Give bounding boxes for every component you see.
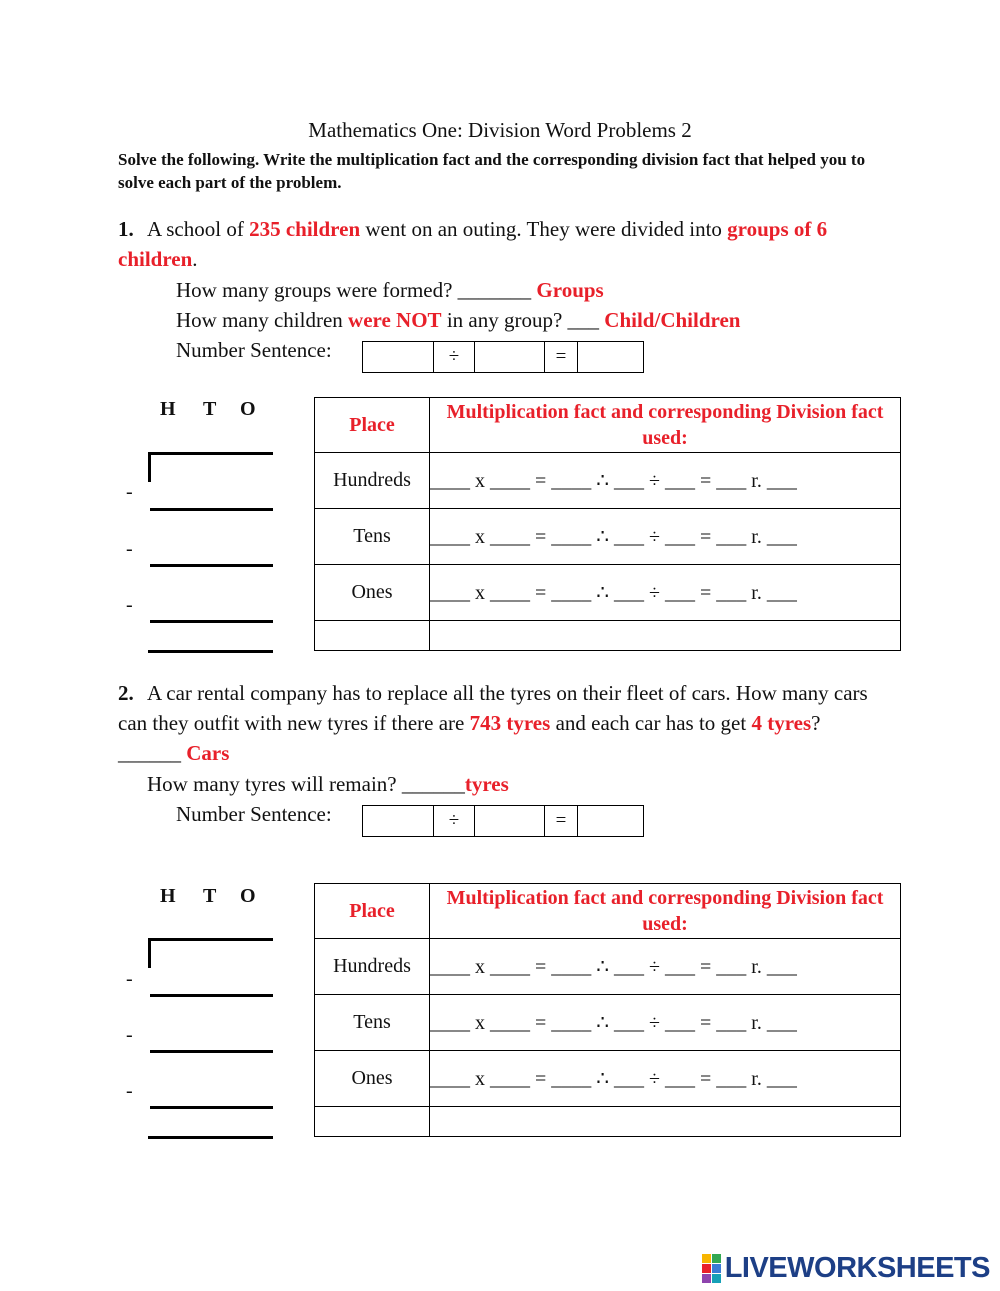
subquestion-text: How many tyres will remain? ______ [147,772,465,796]
place-tens: Tens [315,509,430,565]
highlight-groups: groups of 6 children [118,217,828,271]
place-header: Place [315,398,430,453]
ns-divide-sign: ÷ [434,806,475,836]
highlight: were NOT [348,308,442,332]
division-bracket [148,938,273,941]
hto-t: T [203,398,217,420]
question-1 [118,214,888,274]
highlight-tyres: 743 tyres [469,711,551,735]
empty-cell[interactable] [430,1107,901,1137]
subtraction-line[interactable] [150,994,273,997]
place-ones: Ones [315,565,430,621]
subtraction-line[interactable] [150,1050,273,1053]
hto-h: H [160,885,176,907]
fact-entry-hundreds[interactable]: ____ x ____ = ____ ∴ ___ ÷ ___ = ___ r. ___ [430,453,901,509]
question-text: ? ______ [118,711,821,765]
place-tens: Tens [315,995,430,1051]
question-2 [118,678,888,768]
fact-entry-ones[interactable]: ____ x ____ = ____ ∴ ___ ÷ ___ = ___ r. ___ [430,1051,901,1107]
instructions: Solve the following. Write the multiplication fact and the corresponding division fact that helped you to solve each part of the problem. [118,150,866,192]
number-sentence-label: Number Sentence: [176,802,332,826]
division-bracket [148,452,273,455]
place-ones: Ones [315,1051,430,1107]
facts-table-2 [314,883,901,1137]
logo-icon [702,1254,721,1283]
answer-unit: Groups [536,278,604,302]
division-bracket [148,452,151,482]
q1-subquestion-remainder [176,305,740,335]
logo-text: LIVEWORKSHEETS [724,1252,990,1284]
subquestion-text: How many children [176,308,349,332]
ns-box-quotient[interactable] [578,342,643,372]
subtraction-line[interactable] [150,508,273,511]
answer-unit: Child/Children [604,308,741,332]
ns-divide-sign: ÷ [434,342,475,372]
subtraction-line[interactable] [150,1106,273,1109]
subquestion-text: How many groups were formed? _______ [176,278,537,302]
question-text: went on an outing. They were divided into [360,217,728,241]
question-number: 2. [118,681,134,705]
fact-header: Multiplication fact and corresponding Division fact used: [430,884,901,939]
ns-box-divisor[interactable] [475,806,545,836]
hto-h: H [160,398,176,420]
q1-subquestion-groups [176,275,604,305]
minus-sign: - [126,481,133,503]
fact-entry-ones[interactable]: ____ x ____ = ____ ∴ ___ ÷ ___ = ___ r. ___ [430,565,901,621]
liveworksheets-logo[interactable] [702,1252,990,1285]
minus-sign: - [126,594,133,616]
place-hundreds: Hundreds [315,453,430,509]
minus-sign: - [126,538,133,560]
fact-header: Multiplication fact and corresponding Division fact used: [430,398,901,453]
facts-table-1 [314,397,901,651]
highlight-per-car: 4 tyres [751,711,812,735]
hto-t: T [203,885,217,907]
hto-o: O [240,398,256,420]
question-number: 1. [118,217,134,241]
minus-sign: - [126,1024,133,1046]
highlight-children: 235 children [249,217,361,241]
answer-unit: tyres [464,772,509,796]
empty-cell[interactable] [315,1107,430,1137]
minus-sign: - [126,1080,133,1102]
ns-box-dividend[interactable] [363,806,434,836]
page-title: Mathematics One: Division Word Problems 2 [308,118,692,142]
question-text: and each car has to get [550,711,752,735]
q2-subquestion-remain [147,769,509,799]
ns-box-dividend[interactable] [363,342,434,372]
ns-equals-sign: = [545,342,578,372]
fact-entry-tens[interactable]: ____ x ____ = ____ ∴ ___ ÷ ___ = ___ r. ___ [430,995,901,1051]
place-hundreds: Hundreds [315,939,430,995]
subquestion-text: in any group? ___ [441,308,605,332]
answer-unit: Cars [186,741,230,765]
remainder-line[interactable] [148,1136,273,1139]
ns-equals-sign: = [545,806,578,836]
question-text: A car rental company has to replace all the tyres on their fleet of cars. How many cars can they outfit with new tyres if there are [118,681,868,735]
fact-entry-tens[interactable]: ____ x ____ = ____ ∴ ___ ÷ ___ = ___ r. ___ [430,509,901,565]
hto-o: O [240,885,256,907]
subtraction-line[interactable] [150,564,273,567]
ns-box-divisor[interactable] [475,342,545,372]
place-header: Place [315,884,430,939]
q2-number-sentence [362,805,644,837]
fact-entry-hundreds[interactable]: ____ x ____ = ____ ∴ ___ ÷ ___ = ___ r. ___ [430,939,901,995]
empty-cell[interactable] [430,621,901,651]
division-bracket [148,938,151,968]
remainder-line[interactable] [148,650,273,653]
number-sentence-label: Number Sentence: [176,338,332,362]
q1-number-sentence [362,341,644,373]
minus-sign: - [126,968,133,990]
ns-box-quotient[interactable] [578,806,643,836]
question-text: A school of [147,217,250,241]
subtraction-line[interactable] [150,620,273,623]
question-text: . [192,247,198,271]
empty-cell[interactable] [315,621,430,651]
